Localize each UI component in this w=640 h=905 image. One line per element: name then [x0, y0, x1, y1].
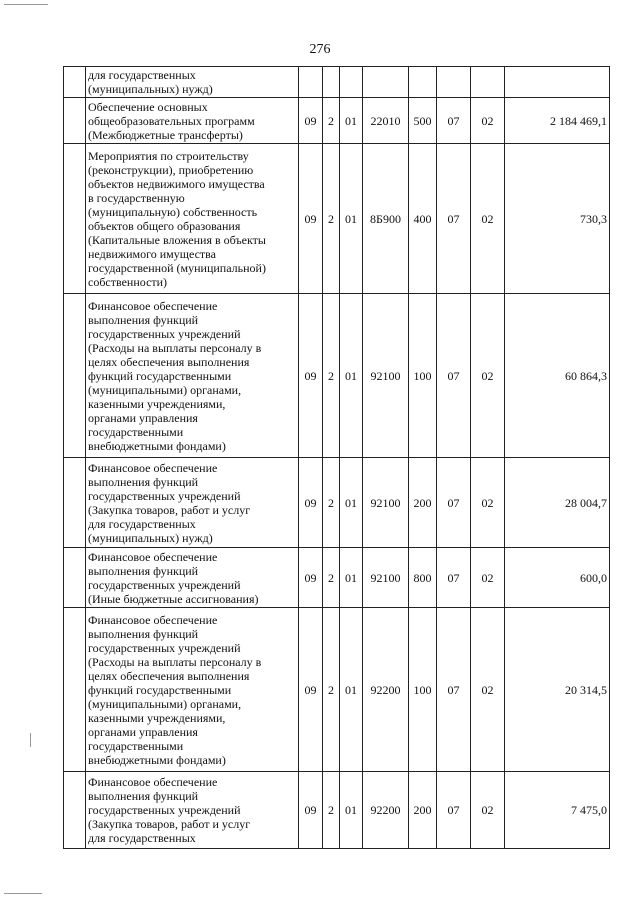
expense-type-code-cell: 800 [409, 548, 437, 608]
main-event-code-cell: 01 [340, 608, 363, 772]
main-event-code-cell [340, 67, 363, 98]
budget-rows [64, 67, 610, 849]
section-code-cell: 07 [437, 144, 471, 294]
subsection-code-cell: 02 [471, 548, 505, 608]
subprogram-code-cell: 2 [323, 608, 340, 772]
expense-type-code-cell: 500 [409, 98, 437, 144]
direction-code-cell [363, 67, 409, 98]
direction-code-cell: 92100 [363, 458, 409, 548]
section-code-cell [437, 67, 471, 98]
section-code-cell: 07 [437, 608, 471, 772]
direction-code-cell: 92100 [363, 294, 409, 458]
table-row [64, 98, 610, 144]
expense-name-cell: Финансовое обеспечение выполнения функций государственных учреждений (Иные бюджетные ассигнования) [86, 548, 299, 608]
amount-cell: 7 475,0 [505, 772, 610, 849]
expense-type-code-cell: 200 [409, 772, 437, 849]
subsection-code-cell: 02 [471, 458, 505, 548]
row-index-cell [64, 294, 86, 458]
main-event-code-cell: 01 [340, 294, 363, 458]
budget-table [63, 66, 610, 849]
section-code-cell: 07 [437, 98, 471, 144]
program-code-cell: 09 [299, 144, 323, 294]
section-code-cell: 07 [437, 458, 471, 548]
row-index-cell [64, 772, 86, 849]
expense-name-cell: Финансовое обеспечение выполнения функций государственных учреждений (Расходы на выплаты персоналу в целях обеспечения выполнения функций государственными (муниципальными) органами, казенными учреждениями, органами управления государственными внебюджетными фондами) [86, 608, 299, 772]
row-index-cell [64, 144, 86, 294]
amount-cell: 20 314,5 [505, 608, 610, 772]
program-code-cell: 09 [299, 548, 323, 608]
program-code-cell [299, 67, 323, 98]
subprogram-code-cell: 2 [323, 144, 340, 294]
subsection-code-cell: 02 [471, 98, 505, 144]
expense-name-cell: для государственных (муниципальных) нужд) [86, 67, 299, 98]
program-code-cell: 09 [299, 772, 323, 849]
page-number: 276 [309, 42, 331, 57]
scan-artifact [30, 733, 31, 747]
subprogram-code-cell: 2 [323, 772, 340, 849]
subsection-code-cell: 02 [471, 294, 505, 458]
section-code-cell: 07 [437, 294, 471, 458]
expense-name-cell: Финансовое обеспечение выполнения функций государственных учреждений (Закупка товаров, работ и услуг для государственных (муниципальных) нужд) [86, 458, 299, 548]
main-event-code-cell: 01 [340, 548, 363, 608]
amount-cell: 28 004,7 [505, 458, 610, 548]
subsection-code-cell: 02 [471, 144, 505, 294]
amount-cell: 600,0 [505, 548, 610, 608]
section-code-cell: 07 [437, 548, 471, 608]
amount-cell: 2 184 469,1 [505, 98, 610, 144]
table-row [64, 608, 610, 772]
table-row [64, 458, 610, 548]
expense-name-cell: Финансовое обеспечение выполнения функций государственных учреждений (Закупка товаров, работ и услуг для государственных [86, 772, 299, 849]
section-code-cell: 07 [437, 772, 471, 849]
expense-type-code-cell: 200 [409, 458, 437, 548]
expense-type-code-cell: 400 [409, 144, 437, 294]
main-event-code-cell: 01 [340, 772, 363, 849]
row-index-cell [64, 458, 86, 548]
row-index-cell [64, 67, 86, 98]
amount-cell: 730,3 [505, 144, 610, 294]
amount-cell: 60 864,3 [505, 294, 610, 458]
expense-type-code-cell: 100 [409, 608, 437, 772]
program-code-cell: 09 [299, 294, 323, 458]
expense-name-cell: Обеспечение основных общеобразовательных программ (Межбюджетные трансферты) [86, 98, 299, 144]
subsection-code-cell: 02 [471, 608, 505, 772]
main-event-code-cell: 01 [340, 458, 363, 548]
row-index-cell [64, 98, 86, 144]
table-row [64, 294, 610, 458]
main-event-code-cell: 01 [340, 144, 363, 294]
subprogram-code-cell: 2 [323, 458, 340, 548]
program-code-cell: 09 [299, 608, 323, 772]
subsection-code-cell [471, 67, 505, 98]
subprogram-code-cell [323, 67, 340, 98]
expense-name-cell: Финансовое обеспечение выполнения функций государственных учреждений (Расходы на выплаты персоналу в целях обеспечения выполнения функций государственными (муниципальными) органами, казенными учреждениями, органами управления государственными внебюджетными фондами) [86, 294, 299, 458]
direction-code-cell: 92200 [363, 772, 409, 849]
direction-code-cell: 92100 [363, 548, 409, 608]
table-row [64, 67, 610, 98]
row-index-cell [64, 548, 86, 608]
scan-artifact [4, 893, 42, 894]
program-code-cell: 09 [299, 98, 323, 144]
direction-code-cell: 8Б900 [363, 144, 409, 294]
table-row [64, 548, 610, 608]
expense-name-cell: Мероприятия по строительству (реконструкции), приобретению объектов недвижимого имущества в государственную (муниципальную) собственность объектов общего образования (Капитальные вложения в объекты недвижимого имущества государственной (муниципальной) собственности) [86, 144, 299, 294]
program-code-cell: 09 [299, 458, 323, 548]
subprogram-code-cell: 2 [323, 548, 340, 608]
subsection-code-cell: 02 [471, 772, 505, 849]
row-index-cell [64, 608, 86, 772]
expense-type-code-cell [409, 67, 437, 98]
direction-code-cell: 22010 [363, 98, 409, 144]
amount-cell [505, 67, 610, 98]
direction-code-cell: 92200 [363, 608, 409, 772]
subprogram-code-cell: 2 [323, 98, 340, 144]
scan-artifact [4, 4, 48, 5]
table-row [64, 144, 610, 294]
expense-type-code-cell: 100 [409, 294, 437, 458]
main-event-code-cell: 01 [340, 98, 363, 144]
table-row [64, 772, 610, 849]
subprogram-code-cell: 2 [323, 294, 340, 458]
